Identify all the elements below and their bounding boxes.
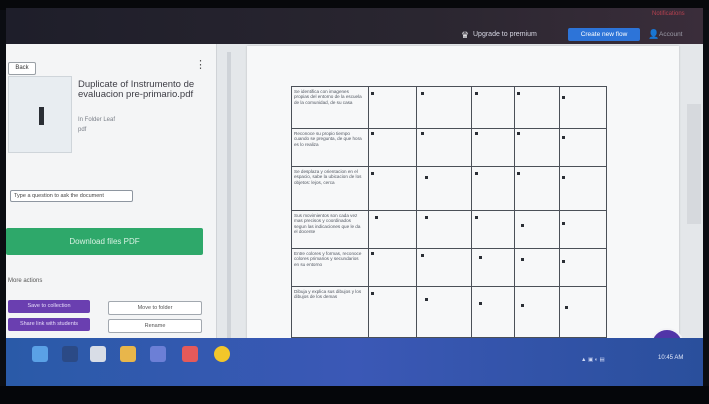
monitor-bezel-bottom <box>0 386 709 404</box>
check-mark <box>479 302 482 305</box>
taskbar-clock[interactable]: 10:45 AM <box>658 355 684 361</box>
explorer-icon[interactable] <box>90 346 106 362</box>
check-mark <box>562 136 565 139</box>
document-folder: In Folder Leaf <box>78 117 116 123</box>
viewer-scrollbar[interactable] <box>227 52 231 340</box>
table-line <box>368 86 369 338</box>
check-mark <box>371 92 374 95</box>
check-mark <box>421 92 424 95</box>
check-mark <box>565 306 568 309</box>
account-label[interactable]: Account <box>659 31 683 38</box>
document-page <box>247 46 679 346</box>
ask-document-chip[interactable]: Type a question to ask the document <box>10 190 133 202</box>
user-icon[interactable]: 👤 <box>648 29 660 39</box>
check-mark <box>521 258 524 261</box>
table-row-label: Entre colores y formas, reconoce colores primarios y secundarios en su entorno <box>294 251 362 267</box>
more-actions-label: More actions <box>8 278 43 284</box>
table-line <box>471 86 472 338</box>
evaluation-table <box>291 86 607 338</box>
table-line <box>291 86 292 338</box>
table-row-label: Se identifica con imagenes propias del entorno de la escuela de la comunidad, de su casa <box>294 89 362 105</box>
check-mark <box>475 132 478 135</box>
table-row-label: Sus movimientos son cada vez mas precisos y coordinados segun las indicaciones que le da el docente <box>294 213 361 235</box>
document-title: Duplicate of Instrumento de evaluacion pre-primario.pdf <box>78 79 195 100</box>
table-line <box>514 86 515 338</box>
check-mark <box>562 222 565 225</box>
check-mark <box>425 176 428 179</box>
rename-button[interactable]: Rename <box>108 319 202 333</box>
table-row-label: Se desplaza y orientacion en el espacio, sabe la ubicacion de los objetos: lejos, cerca <box>294 169 362 185</box>
document-type: pdf <box>78 127 87 133</box>
files-icon[interactable] <box>120 346 136 362</box>
table-row-label: Reconoce su propio tiempo cuando se pregunta, de que hora es lo realiza <box>294 131 362 147</box>
document-viewer[interactable] <box>217 44 703 346</box>
check-mark <box>425 216 428 219</box>
screen <box>6 8 703 386</box>
table-line <box>606 86 607 338</box>
check-mark <box>479 256 482 259</box>
thumbnail-mark <box>39 107 44 125</box>
download-button[interactable]: Download files PDF <box>6 228 203 255</box>
share-button[interactable]: Share link with students <box>8 318 90 331</box>
check-mark <box>475 216 478 219</box>
save-to-collection-button[interactable]: Save to collection <box>8 300 90 313</box>
move-button[interactable]: Move to folder <box>108 301 202 315</box>
check-mark <box>375 216 378 219</box>
check-mark <box>421 254 424 257</box>
app-header <box>6 8 703 44</box>
check-mark <box>517 92 520 95</box>
check-mark <box>521 224 524 227</box>
check-mark <box>562 260 565 263</box>
table-row-label: Dibuja y explica sus dibujos y los dibujos de los demas <box>294 289 362 300</box>
page-scrollbar[interactable] <box>687 104 701 224</box>
taskview-icon[interactable] <box>62 346 78 362</box>
check-mark <box>475 172 478 175</box>
check-mark <box>521 304 524 307</box>
check-mark <box>425 298 428 301</box>
back-button[interactable]: Back <box>8 62 36 75</box>
check-mark <box>371 132 374 135</box>
check-mark <box>562 176 565 179</box>
table-line <box>416 86 417 338</box>
document-sidebar <box>6 44 217 346</box>
check-mark <box>371 172 374 175</box>
os-taskbar <box>6 338 703 386</box>
crown-icon[interactable]: ♛ <box>461 30 470 40</box>
check-mark <box>562 96 565 99</box>
document-thumbnail[interactable] <box>8 76 72 153</box>
upgrade-link[interactable]: Upgrade to premium <box>473 31 537 38</box>
table-line <box>559 86 560 338</box>
media-icon[interactable] <box>182 346 198 362</box>
check-mark <box>371 292 374 295</box>
create-button[interactable]: Create new flow <box>568 28 640 41</box>
check-mark <box>475 92 478 95</box>
check-mark <box>371 252 374 255</box>
start-icon[interactable] <box>32 346 48 362</box>
system-tray[interactable]: ▲ ▣ ◐ ▤ <box>581 357 605 363</box>
more-options-icon[interactable]: ⋮ <box>195 59 206 71</box>
chrome-icon[interactable] <box>214 346 230 362</box>
app-icon[interactable] <box>150 346 166 362</box>
check-mark <box>517 132 520 135</box>
notification-label[interactable]: Notifications <box>652 11 685 17</box>
check-mark <box>517 172 520 175</box>
check-mark <box>421 132 424 135</box>
